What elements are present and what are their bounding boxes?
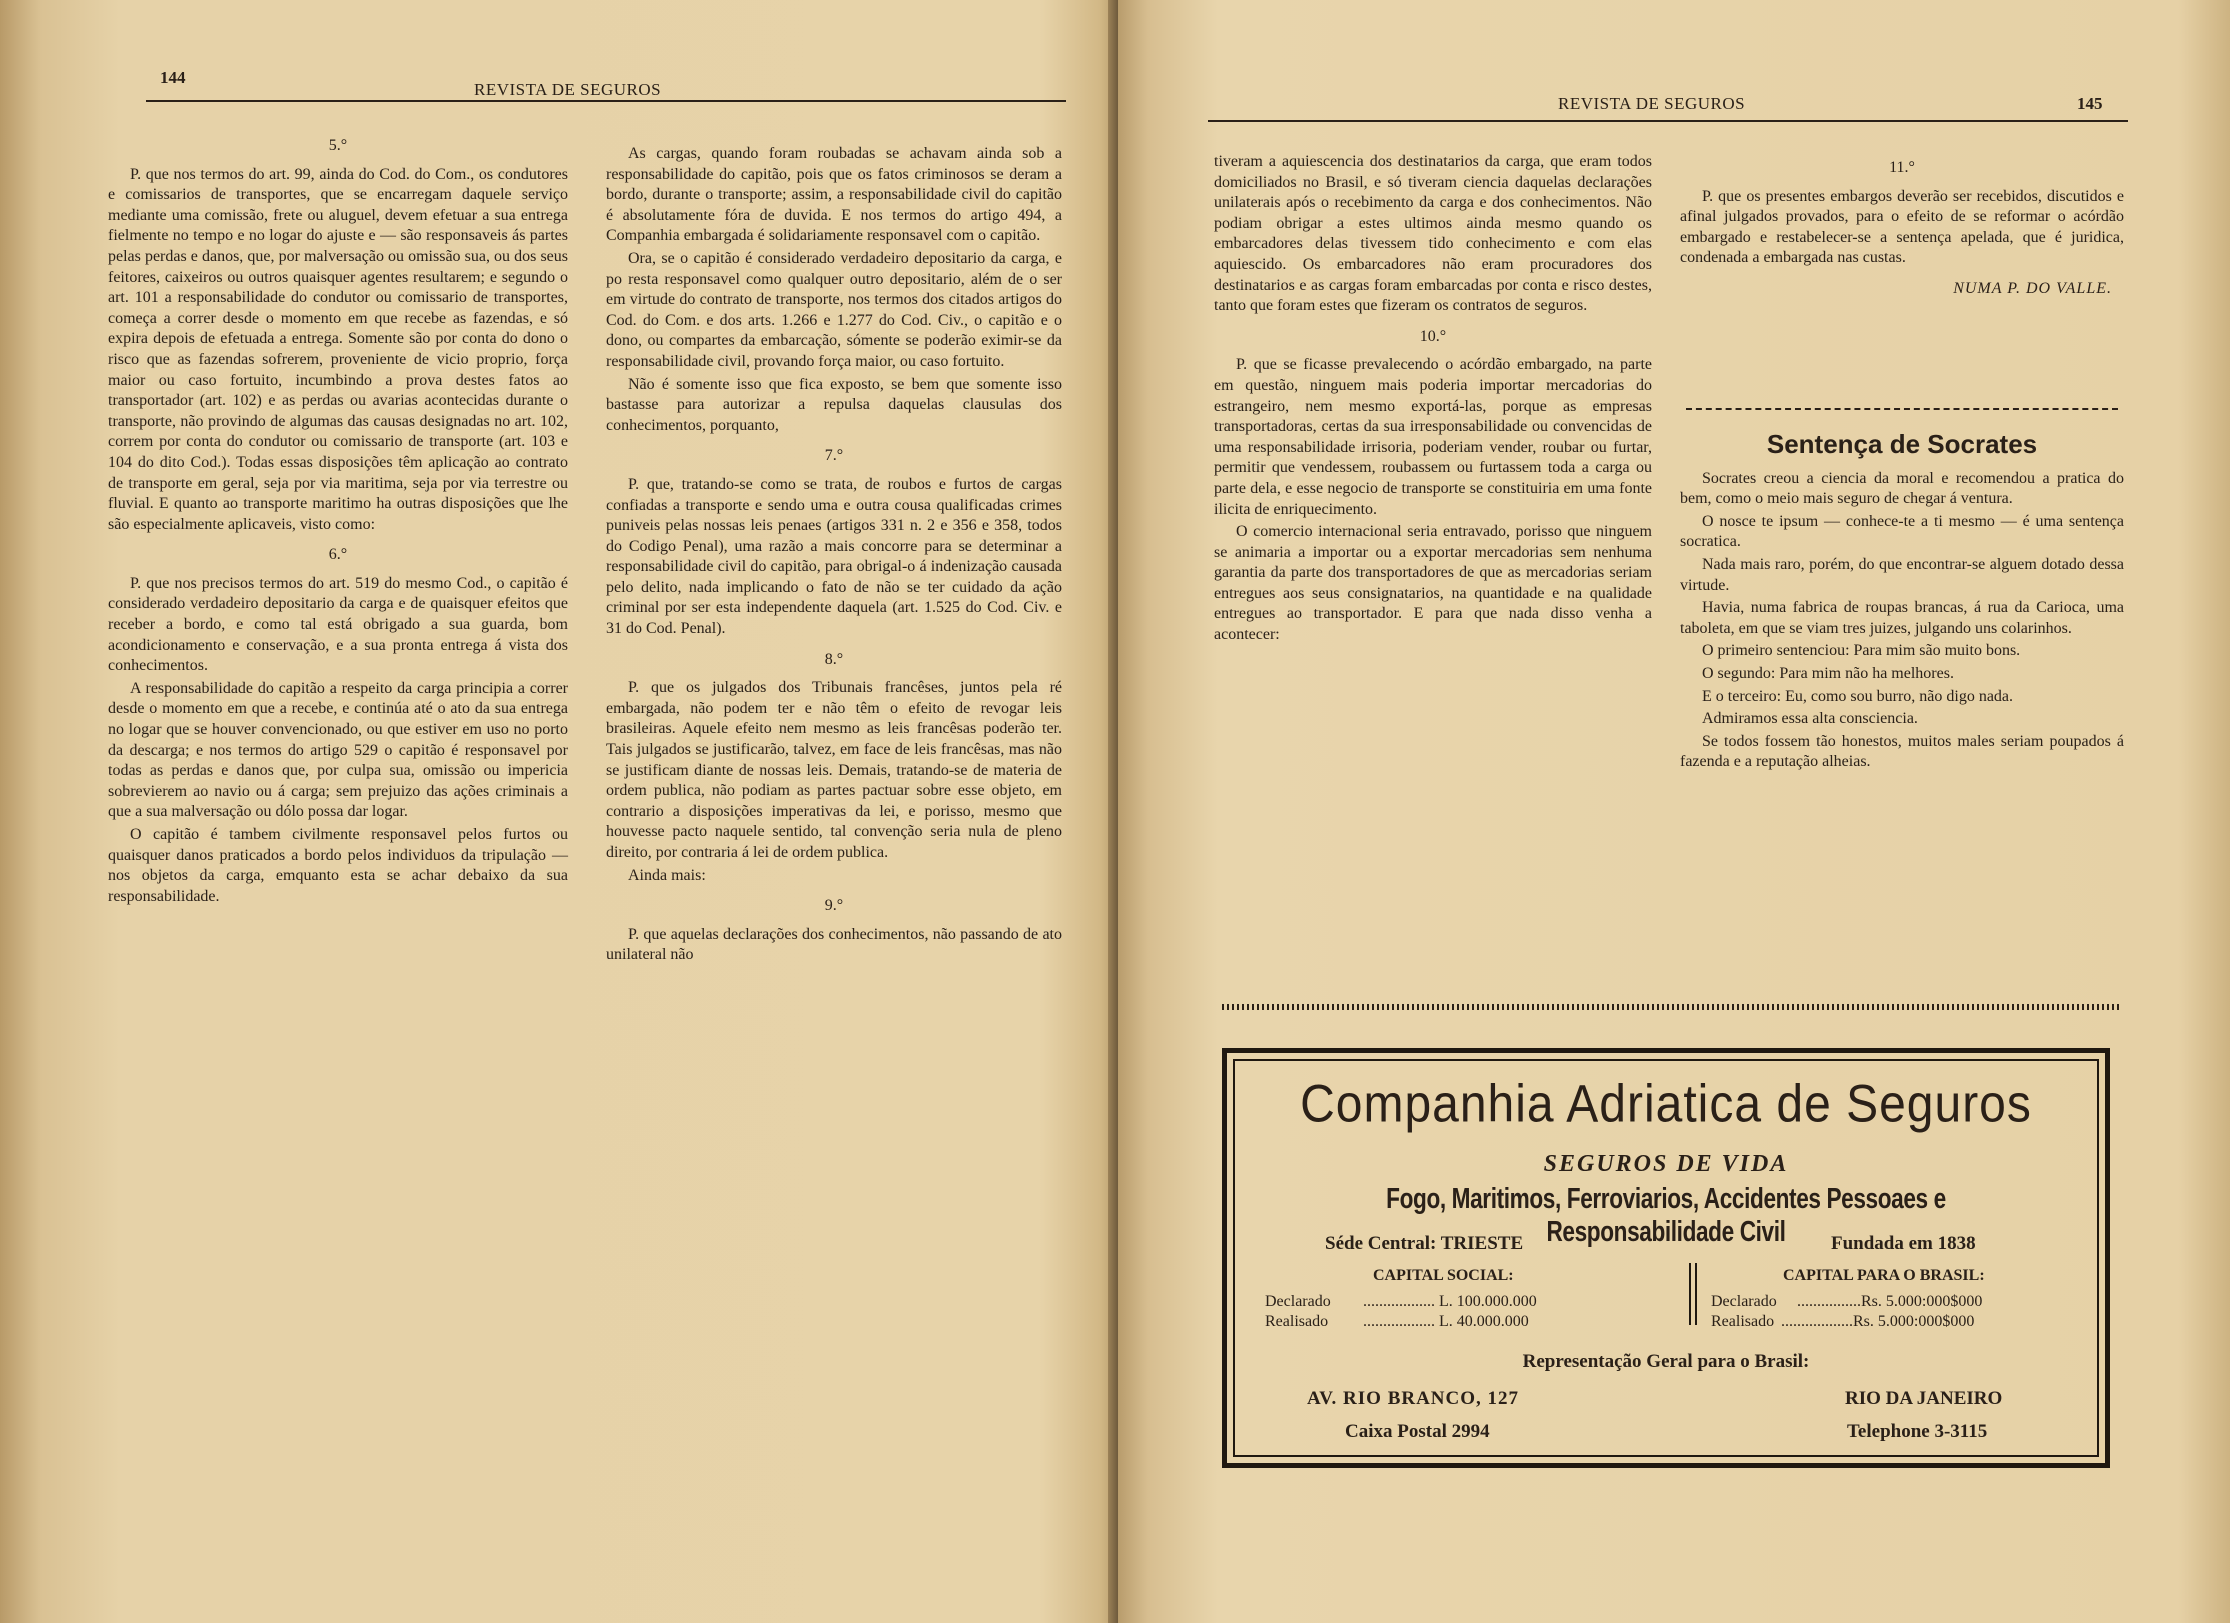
paragraph: Ora, se o capitão é considerado verdadeiro depositario da carga, e po resta responsavel como qualquer outro depositario, além de o ser em virtude do contrato de transporte, nos termos dos citados artigos do Cod. do Com. e dos arts. 1.266 e 1.277 do Cod. Civ., o capitão e o dono, ou compartes da embarcação, sómente se poderão eximir-se da responsabilidade civil, provando força maior, ou caso fortuito.: [606, 249, 1062, 370]
paragraph: O comercio internacional seria entravado, porisso que ninguem se animaria a importar ou a exportar mercadorias sem nenhuma garantia da parte dos transportadores de que as mercadorias seriam entregues aos seus consignatarios, na quantidade e na qualidade entregues ao transportador. E para que nada disso venha a acontecer:: [1214, 523, 1652, 644]
ad-declarado-l: .................. L. 100.000.000: [1363, 1293, 1537, 1310]
right-page-column-1: [1214, 152, 1652, 648]
section-number: 9.°: [824, 897, 844, 915]
left-page-column-2: [606, 144, 1062, 968]
paragraph: P. que os presentes embargos deverão ser recebidos, discutidos e afinal julgados provados, para o efeito de se reformar o acórdão embargado e restabelecer-se a sentença apelada, que é juridica, condenada a embargada nas custas.: [1680, 187, 2124, 267]
ad-city: RIO DA JANEIRO: [1845, 1388, 2003, 1409]
ad-declarado-label: Declarado: [1265, 1293, 1331, 1310]
article-paragraph: Socrates creou a ciencia da moral e recomendou a pratica do bem, como o meio mais seguro de chegar á ventura.: [1680, 469, 2124, 508]
ad-capital-social: CAPITAL SOCIAL:: [1373, 1267, 1514, 1284]
paragraph: Ainda mais:: [628, 866, 706, 884]
ad-fundada: Fundada em 1838: [1831, 1233, 1976, 1254]
section-separator: [1686, 408, 2118, 412]
paragraph: P. que nos precisos termos do art. 519 do mesmo Cod., o capitão é considerado verdadeiro depositario da carga e de quaisquer efeitos que receber a bordo, e como tal está obrigado a sua guarda, bom acondicionamento e conservação, e a sua pronta entrega á vista dos conhecimentos.: [108, 574, 568, 675]
paragraph: P. que, tratando-se como se trata, de roubos e furtos de cargas confiadas a transporte e sendo uma e outra cousa qualificadas crimes puniveis pelas nossas leis penaes (artigos 331 n. 2 e 356 e 358, todos do Codigo Penal), uma razão a mais concorre para se determinar a responsabilidade civil do capitão, para obrigal-o á indenização causada pelo delito, nada implicando o fato de não se ter cuidado da ação criminal por ser esta independente daquela (art. 1.525 do Cod. Civ. e 31 do Cod. Penal).: [606, 475, 1062, 638]
running-head: REVISTA DE SEGUROS: [474, 80, 662, 99]
left-page-column-1: [108, 126, 568, 909]
ad-caixa-postal: Caixa Postal 2994: [1345, 1421, 1490, 1442]
paragraph: A responsabilidade do capitão a respeito da carga principia a correr desde o momento em que a recebe, e continúa até o ato da sua entrega no logar que se houver convencionado, ou que estiver em uso no porto da descarga; e nos termos do artigo 529 o capitão é responsavel por todas as perdas e danos que, por culpa sua, omissão ou impericia sobrevierem ao navio ou á carga; sem prejuizo das ações criminais a que a sua malversação ou dólo possa dar logar.: [108, 679, 568, 821]
ad-address: AV. RIO BRANCO, 127: [1307, 1388, 1520, 1409]
right-page-column-2: [1680, 148, 2124, 300]
paragraph: P. que nos termos do art. 99, ainda do Cod. do Com., os condutores e comissarios de transportes, que se encarregam daquele serviço mediante uma comissão, frete ou aluguel, devem efetuar a sua entrega fielmente no tempo e no logar do ajuste e — são responsaveis ás partes pelas perdas e danos, que, por malversação ou omissão sua, ou dos seus feitores, caixeiros ou outros quaisquer agentes resultarem; e segundo o art. 101 a responsabilidade do condutor ou comissario de transportes, começa a correr desde o momento em que recebe as fazendas, e só expira depois de efetuada a entrega. Somente são por conta do dono o risco que as fazendas sofrerem, proveniente de vicio proprio, força maior ou caso fortuito, incumbindo a prova destes fatos ao transportador (art. 102) e as perdas ou avarias acontecidas durante o transporte, não provindo de algumas das causas designadas no art. 102, correm por conta do condutor ou comissario de transporte (art. 103 e 104 do dito Cod.). Todas essas disposições têm aplicação ao contrato de transporte em geral, seja por via maritima, seja por via terrestre ou fluvial. E quanto ao transporte maritimo ha outras disposições que lhe são especialmente aplicaveis, visto como:: [108, 165, 568, 533]
article-socrates: [1680, 418, 2124, 775]
article-paragraph: E o terceiro: Eu, como sou burro, não digo nada.: [1702, 687, 2014, 705]
section-number: 7.°: [824, 447, 844, 465]
section-number: 6.°: [328, 546, 348, 564]
signature: NUMA P. DO VALLE.: [1953, 279, 2112, 297]
ad-divider: [1689, 1263, 1697, 1325]
ad-title: Companhia Adriatica de Seguros: [1300, 1075, 2032, 1134]
page-number: 145: [2077, 94, 2103, 113]
header-rule: [1208, 120, 2128, 122]
ad-declarado-rs: ................Rs. 5.000:000$000: [1797, 1293, 1983, 1310]
paragraph: P. que se ficasse prevalecendo o acórdão embargado, na parte em questão, ninguem mais poderia importar mercadorias do estrangeiro, nem mesmo exportá-las, porque as empresas transportadoras, certas da sua irresponsabilidade ou convencidas de uma responsabilidade irrisoria, poderiam vender, roubar ou furtar, permitir que vendessem, roubassem ou furtassem toda a carga ou parte dela, e esse negocio de transporte se constituiria em uma fonte ilicita de enriquecimento.: [1214, 356, 1652, 518]
section-number: 5.°: [328, 137, 348, 154]
ad-realisado-l: .................. L. 40.000.000: [1363, 1313, 1529, 1330]
advertisement: [1222, 1048, 2110, 1468]
paragraph: tiveram a aquiescencia dos destinatarios da carga, que eram todos domiciliados no Brasil, e só tiveram ciencia daquelas declarações unilaterais após o recebimento da carga e dos conhecimentos. Não podiam obrigar a estes ultimos ainda mesmo quando os embarcadores delas tivessem tido conhecimento e com elas aquiescido. Os embarcadores não eram procuradores dos destinatarios e as cargas foram embarcadas por conta e risco destes, tanto que foram estes que fizeram os contratos de seguros.: [1214, 153, 1652, 315]
article-paragraph: Admiramos essa alta consciencia.: [1702, 710, 1918, 728]
ad-insurance-lines: Fogo, Maritimos, Ferroviarios, Accidentes Pessoaes e Responsabilidade Civil: [1386, 1183, 1946, 1248]
article-paragraph: O segundo: Para mim não ha melhores.: [1702, 664, 1954, 682]
section-number: 11.°: [1889, 159, 1915, 176]
section-number: 8.°: [824, 650, 844, 668]
ad-sede: Séde Central: TRIESTE: [1325, 1233, 1524, 1254]
ad-telephone: Telephone 3-3115: [1847, 1421, 1988, 1442]
section-number: 10.°: [1419, 327, 1447, 345]
article-paragraph: O nosce te ipsum — conhece-te a ti mesmo — é uma sentença socratica.: [1680, 512, 2124, 551]
paragraph: Não é somente isso que fica exposto, se bem que somente isso bastasse para autorizar a repulsa daquelas clausulas dos conhecimentos, porquanto,: [606, 375, 1062, 434]
paragraph: P. que os julgados dos Tribunais francêses, juntos pela ré embargada, não podem ter e não têm o efeito de revogar leis brasileiras. Aquele efeito nem mesmo as leis francêsas poderão ter. Tais julgados se justificarão, talvez, em face de leis francêsas, mas não se justificam diante de nossas leis. Demais, tratando-se de materia de ordem publica, não podiam as partes pactuar sobre esse objeto, em contrario a disposições imperativas da lei, e porisso, mesmo que houvesse pacto naquele sentido, tal convenção seria nula de pleno direito, por contraria á lei de ordem publica.: [606, 679, 1062, 861]
article-title: Sentença de Socrates: [1766, 429, 2038, 459]
ad-representacao: Representação Geral para o Brasil:: [1522, 1351, 1810, 1372]
ad-subtitle: SEGUROS DE VIDA: [1543, 1151, 1789, 1177]
paragraph: As cargas, quando foram roubadas se achavam ainda sob a responsabilidade do capitão, pois que os fatos criminosos se deram a bordo, durante o transporte; assim, a responsabilidade civil do capitão é absolutamente fóra de duvida. E nos termos do artigo 494, a Companhia embargada é solidariamente responsavel com o capitão.: [606, 145, 1062, 245]
ad-realisado-label: Realisado: [1711, 1313, 1775, 1330]
page-number: 144: [160, 68, 186, 87]
ad-realisado-label: Realisado: [1265, 1313, 1329, 1330]
article-paragraph: Se todos fossem tão honestos, muitos males seriam poupados á fazenda e a reputação alheias.: [1680, 732, 2124, 771]
header-rule: [146, 100, 1066, 102]
ad-realisado-rs: ..................Rs. 5.000:000$000: [1781, 1313, 1975, 1330]
dotted-separator: [1222, 1004, 2122, 1010]
article-paragraph: O primeiro sentenciou: Para mim são muito bons.: [1702, 642, 2021, 660]
ad-declarado-label: Declarado: [1711, 1293, 1777, 1310]
article-paragraph: Havia, numa fabrica de roupas brancas, á rua da Carioca, uma taboleta, em que se viam tres juizes, julgando uns colarinhos.: [1680, 599, 2124, 637]
article-paragraph: Nada mais raro, porém, do que encontrar-se alguem dotado dessa virtude.: [1680, 555, 2124, 594]
ad-capital-brasil: CAPITAL PARA O BRASIL:: [1783, 1267, 1985, 1284]
paragraph: P. que aquelas declarações dos conhecimentos, não passando de ato unilateral não: [606, 925, 1062, 964]
paragraph: O capitão é tambem civilmente responsavel pelos furtos ou quaisquer danos praticados a bordo pelos individuos da tripulação — nos objetos da carga, emquanto esta se achar debaixo da sua responsabilidade.: [108, 826, 568, 905]
running-head: REVISTA DE SEGUROS: [1558, 94, 1746, 113]
